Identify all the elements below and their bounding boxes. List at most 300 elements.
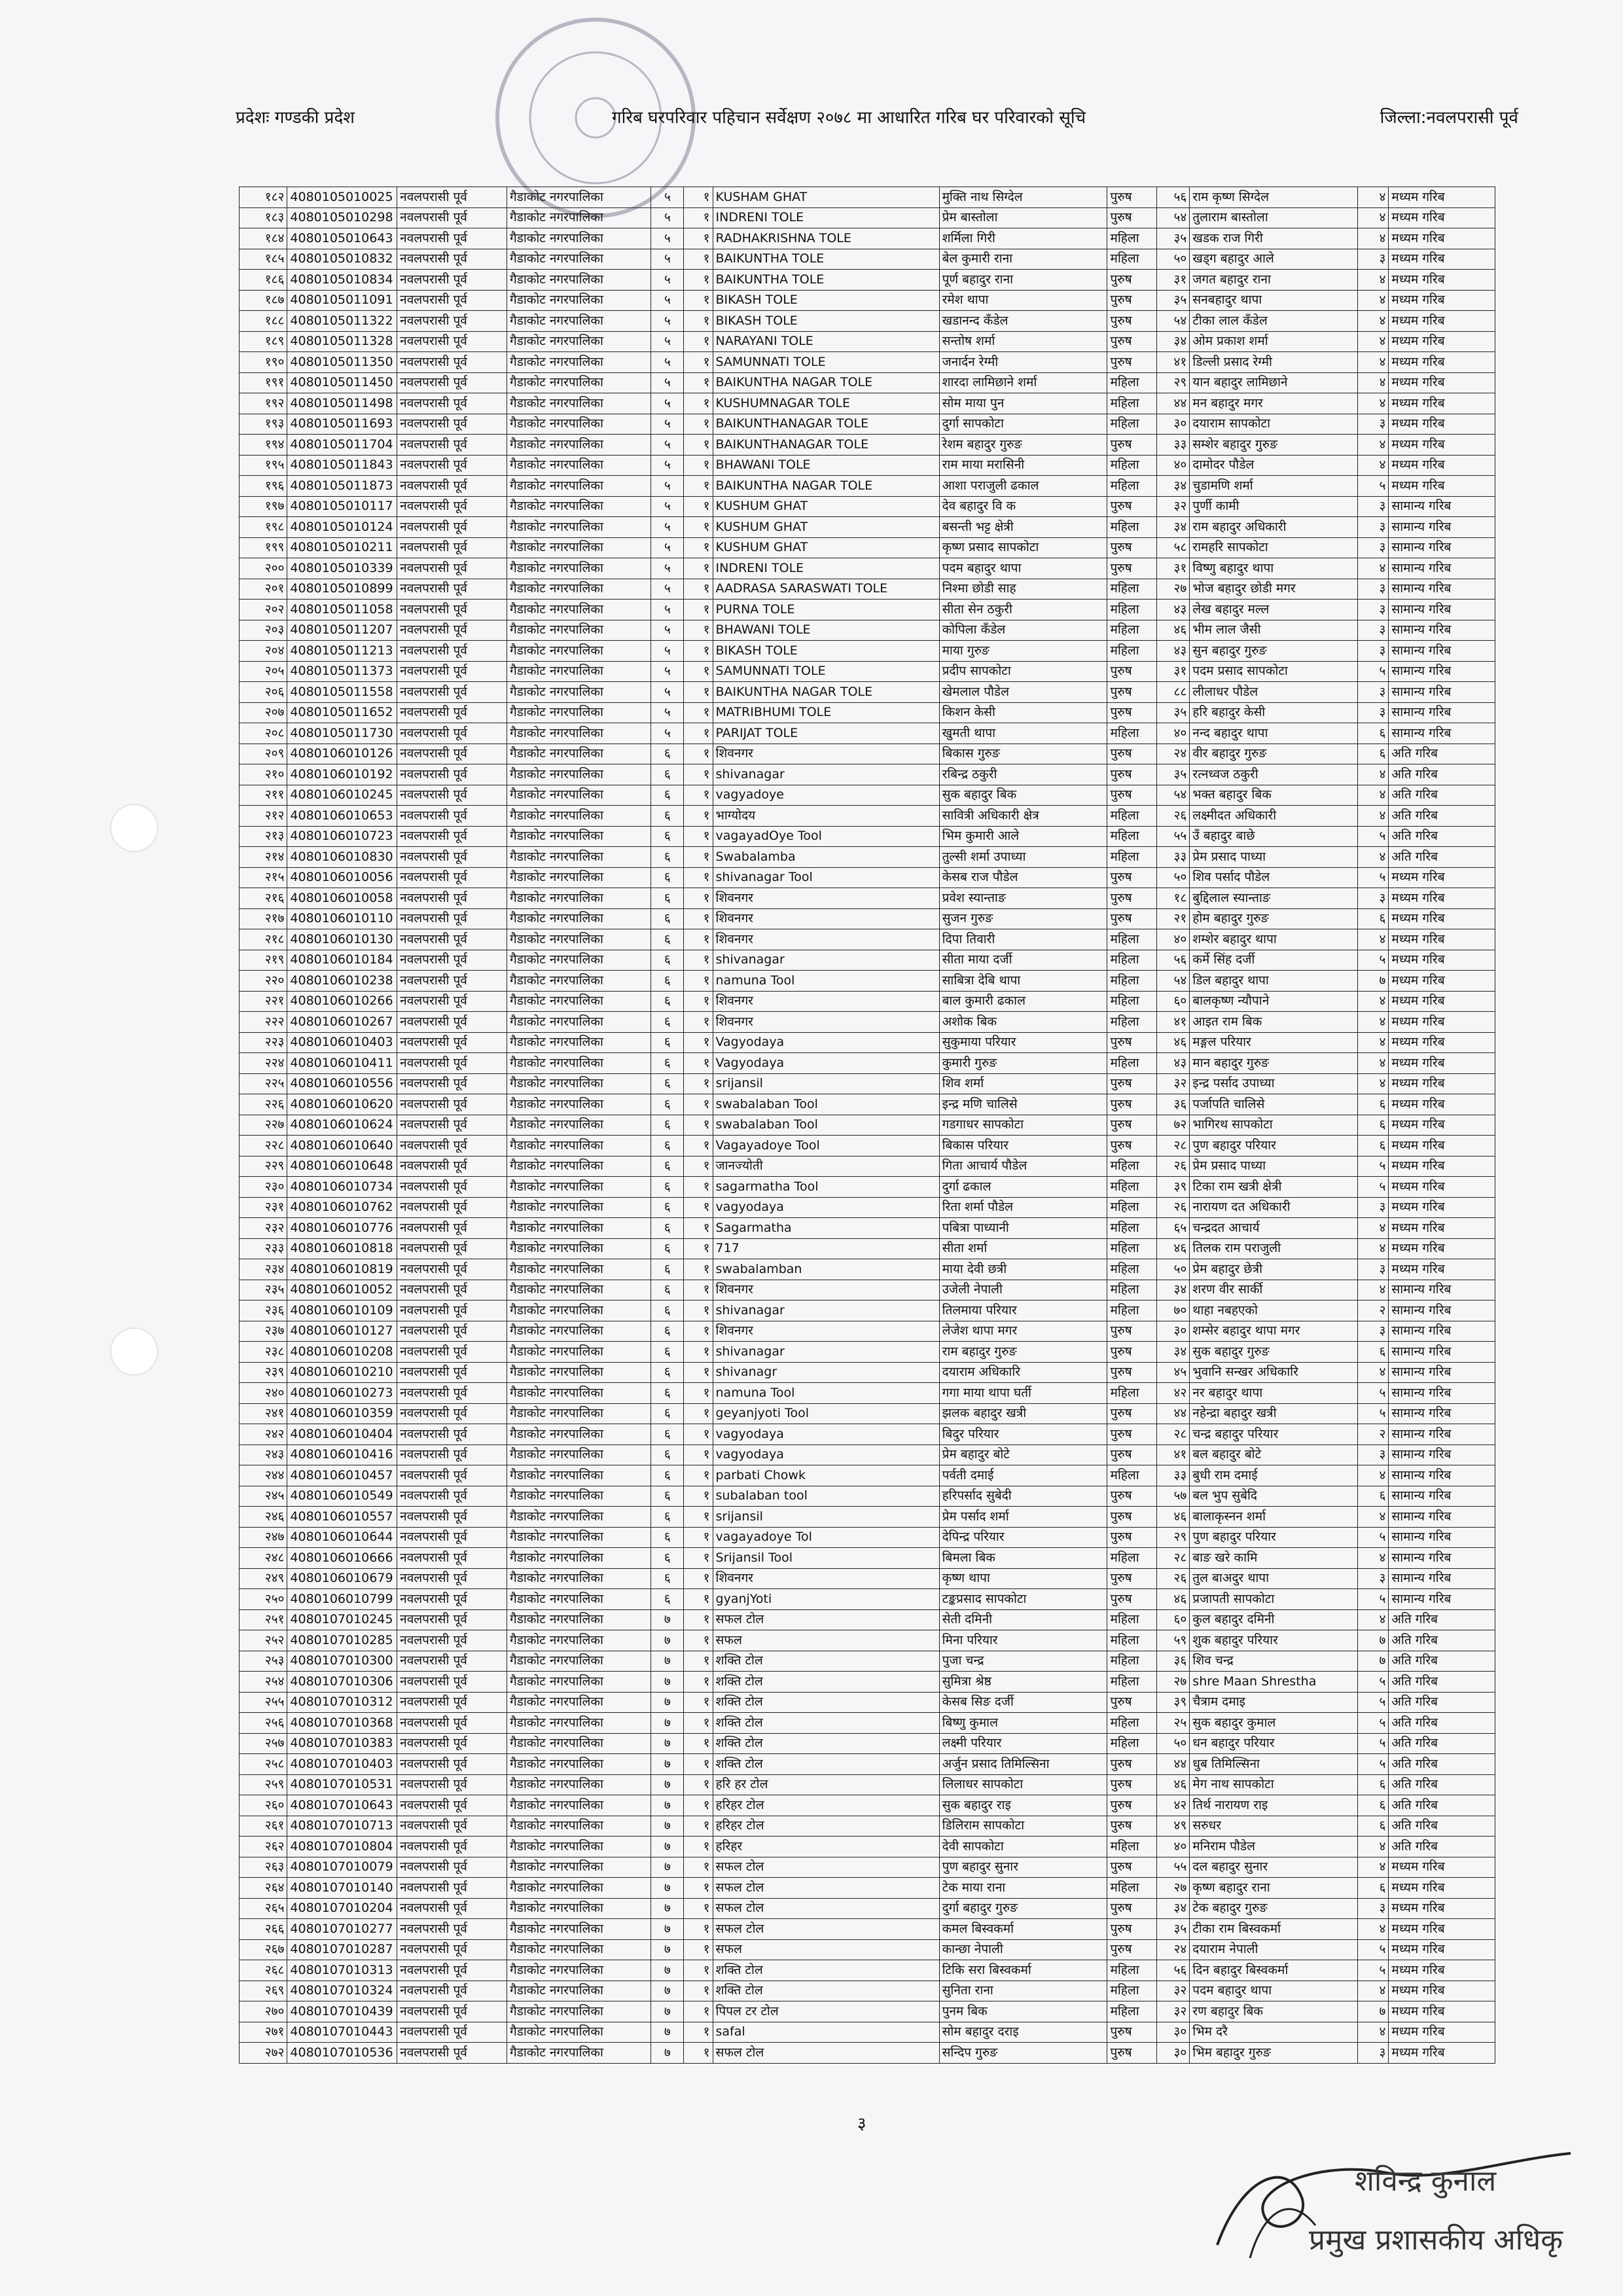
family-count-cell: १: [684, 847, 713, 868]
members-cell: ४: [1358, 352, 1389, 373]
serial-cell: २२८: [240, 1136, 287, 1157]
district-cell: नवलपरासी पूर्व: [397, 372, 507, 393]
household-id-cell: 4080106010666: [287, 1548, 397, 1569]
table-row: [240, 1589, 1495, 1610]
gender-cell: महिला: [1107, 723, 1157, 744]
ward-cell: ६: [651, 1403, 684, 1424]
head-name-cell: बाल कुमारी ढकाल: [939, 991, 1107, 1012]
table-row: [240, 806, 1495, 827]
category-cell: मध्यम गरिब: [1389, 352, 1495, 373]
head-name-cell: लेजेश थापा मगर: [939, 1321, 1107, 1342]
table-row: [240, 929, 1495, 950]
members-cell: ४: [1358, 1507, 1389, 1528]
head-name-cell: सीता शर्मा: [939, 1238, 1107, 1259]
district-cell: नवलपरासी पूर्व: [397, 558, 507, 579]
family-count-cell: १: [684, 764, 713, 785]
ward-cell: ६: [651, 1507, 684, 1528]
gender-cell: महिला: [1107, 249, 1157, 270]
category-cell: मध्यम गरिब: [1389, 414, 1495, 435]
serial-cell: २२५: [240, 1073, 287, 1094]
municipality-cell: गैडाकोट नगरपालिका: [507, 517, 651, 538]
head-name-cell: प्रेम बास्तोला: [939, 207, 1107, 228]
municipality-cell: गैडाकोट नगरपालिका: [507, 228, 651, 249]
gender-cell: महिला: [1107, 1609, 1157, 1630]
tole-cell: SAMUNNATI TOLE: [713, 352, 939, 373]
serial-cell: २०९: [240, 744, 287, 764]
ward-cell: ६: [651, 847, 684, 868]
family-count-cell: १: [684, 826, 713, 847]
ward-cell: ७: [651, 1651, 684, 1672]
gender-cell: पुरुष: [1107, 1136, 1157, 1157]
father-name-cell: कर्मे सिंह दर्जी: [1190, 950, 1358, 971]
age-cell: ३१: [1156, 558, 1189, 579]
category-cell: अति गरिब: [1389, 744, 1495, 764]
category-cell: सामान्य गरिब: [1389, 537, 1495, 558]
ward-cell: ६: [651, 826, 684, 847]
table-row: [240, 1837, 1495, 1857]
age-cell: ३९: [1156, 1692, 1189, 1713]
members-cell: ७: [1358, 1651, 1389, 1672]
father-name-cell: खड्ग बहादुर आले: [1190, 249, 1358, 270]
household-id-cell: 4080106010830: [287, 847, 397, 868]
district-cell: नवलपरासी पूर्व: [397, 1609, 507, 1630]
table-row: [240, 228, 1495, 249]
household-id-cell: 4080106010723: [287, 826, 397, 847]
age-cell: ४१: [1156, 352, 1189, 373]
age-cell: ४१: [1156, 1012, 1189, 1033]
tole-cell: BIKASH TOLE: [713, 641, 939, 662]
age-cell: ६५: [1156, 1218, 1189, 1239]
serial-cell: २१७: [240, 908, 287, 929]
table-row: [240, 537, 1495, 558]
district-cell: नवलपरासी पूर्व: [397, 537, 507, 558]
tole-cell: BAIKUNTHA NAGAR TOLE: [713, 372, 939, 393]
serial-cell: २३३: [240, 1238, 287, 1259]
tole-cell: शिवनगर: [713, 888, 939, 909]
ward-cell: ६: [651, 1465, 684, 1486]
father-name-cell: लीलाधर पौडेल: [1190, 682, 1358, 703]
gender-cell: महिला: [1107, 1733, 1157, 1754]
ward-cell: ६: [651, 1527, 684, 1548]
family-count-cell: १: [684, 1321, 713, 1342]
members-cell: ४: [1358, 1012, 1389, 1033]
family-count-cell: १: [684, 207, 713, 228]
district-cell: नवलपरासी पूर्व: [397, 414, 507, 435]
household-id-cell: 4080107010643: [287, 1795, 397, 1816]
ward-cell: ५: [651, 682, 684, 703]
category-cell: अति गरिब: [1389, 1795, 1495, 1816]
category-cell: मध्यम गरिब: [1389, 393, 1495, 414]
gender-cell: पुरुष: [1107, 1939, 1157, 1960]
gender-cell: पुरुष: [1107, 744, 1157, 764]
serial-cell: २७१: [240, 2022, 287, 2043]
municipality-cell: गैडाकोट नगरपालिका: [507, 744, 651, 764]
family-count-cell: १: [684, 1177, 713, 1198]
serial-cell: १९७: [240, 496, 287, 517]
household-id-cell: 4080107010536: [287, 2043, 397, 2064]
age-cell: ३४: [1156, 476, 1189, 497]
members-cell: ५: [1358, 826, 1389, 847]
ward-cell: ६: [651, 1197, 684, 1218]
table-row: [240, 1156, 1495, 1177]
family-count-cell: १: [684, 929, 713, 950]
ward-cell: ६: [651, 1568, 684, 1589]
municipality-cell: गैडाकोट नगरपालिका: [507, 1321, 651, 1342]
ward-cell: ६: [651, 1362, 684, 1383]
district-cell: नवलपरासी पूर्व: [397, 1568, 507, 1589]
district-cell: नवलपरासी पूर्व: [397, 2022, 507, 2043]
table-row: [240, 1444, 1495, 1465]
members-cell: ४: [1358, 455, 1389, 476]
age-cell: ४४: [1156, 1403, 1189, 1424]
category-cell: मध्यम गरिब: [1389, 1073, 1495, 1094]
gender-cell: पुरुष: [1107, 867, 1157, 888]
ward-cell: ५: [651, 600, 684, 620]
age-cell: ३४: [1156, 1898, 1189, 1919]
household-id-cell: 4080107010312: [287, 1692, 397, 1713]
family-count-cell: १: [684, 806, 713, 827]
tole-cell: BAIKUNTHANAGAR TOLE: [713, 435, 939, 456]
age-cell: ४६: [1156, 1032, 1189, 1053]
members-cell: ४: [1358, 991, 1389, 1012]
tole-cell: भाग्योदय: [713, 806, 939, 827]
ward-cell: ७: [651, 1672, 684, 1693]
household-id-cell: 4080106010126: [287, 744, 397, 764]
municipality-cell: गैडाकोट नगरपालिका: [507, 888, 651, 909]
household-id-cell: 4080105011730: [287, 723, 397, 744]
head-name-cell: उजेली नेपाली: [939, 1280, 1107, 1300]
category-cell: मध्यम गरिब: [1389, 991, 1495, 1012]
age-cell: ३०: [1156, 1321, 1189, 1342]
serial-cell: २१४: [240, 847, 287, 868]
family-count-cell: १: [684, 971, 713, 992]
ward-cell: ७: [651, 1630, 684, 1651]
family-count-cell: १: [684, 1197, 713, 1218]
tole-cell: शिवनगर: [713, 991, 939, 1012]
gender-cell: महिला: [1107, 1878, 1157, 1899]
municipality-cell: गैडाकोट नगरपालिका: [507, 579, 651, 600]
gender-cell: पुरुष: [1107, 311, 1157, 332]
ward-cell: ६: [651, 1073, 684, 1094]
household-id-cell: 4080107010313: [287, 1960, 397, 1981]
municipality-cell: गैडाकोट नगरपालिका: [507, 1672, 651, 1693]
ward-cell: ७: [651, 1837, 684, 1857]
municipality-cell: गैडाकोट नगरपालिका: [507, 1012, 651, 1033]
tole-cell: RADHAKRISHNA TOLE: [713, 228, 939, 249]
gender-cell: पुरुष: [1107, 558, 1157, 579]
family-count-cell: १: [684, 393, 713, 414]
municipality-cell: गैडाकोट नगरपालिका: [507, 971, 651, 992]
age-cell: ३५: [1156, 702, 1189, 723]
tole-cell: पिपल टर टोल: [713, 2001, 939, 2022]
family-count-cell: १: [684, 455, 713, 476]
municipality-cell: गैडाकोट नगरपालिका: [507, 764, 651, 785]
table-row: [240, 1898, 1495, 1919]
category-cell: मध्यम गरिब: [1389, 1115, 1495, 1136]
district-cell: नवलपरासी पूर्व: [397, 1197, 507, 1218]
ward-cell: ६: [651, 1548, 684, 1569]
family-count-cell: १: [684, 641, 713, 662]
ward-cell: ६: [651, 888, 684, 909]
signer-name: शविन्द्र कुनाल: [1355, 2164, 1497, 2198]
household-id-cell: 4080106010734: [287, 1177, 397, 1198]
serial-cell: १९३: [240, 414, 287, 435]
serial-cell: २४९: [240, 1568, 287, 1589]
household-id-cell: 4080106010648: [287, 1156, 397, 1177]
age-cell: ३१: [1156, 270, 1189, 291]
members-cell: ५: [1358, 1713, 1389, 1734]
head-name-cell: पुण बहादुर सुनार: [939, 1857, 1107, 1878]
category-cell: अति गरिब: [1389, 1609, 1495, 1630]
municipality-cell: गैडाकोट नगरपालिका: [507, 476, 651, 497]
district-cell: नवलपरासी पूर्व: [397, 1424, 507, 1445]
serial-cell: २६६: [240, 1919, 287, 1940]
tole-cell: शिवनगर: [713, 1321, 939, 1342]
serial-cell: २१६: [240, 888, 287, 909]
head-name-cell: माया गुरुङ: [939, 641, 1107, 662]
family-count-cell: १: [684, 1837, 713, 1857]
head-name-cell: सावित्री अधिकारी क्षेत्र: [939, 806, 1107, 827]
category-cell: मध्यम गरिब: [1389, 2001, 1495, 2022]
district-cell: नवलपरासी पूर्व: [397, 311, 507, 332]
father-name-cell: नन्द बहादुर थापा: [1190, 723, 1358, 744]
tole-cell: subalaban tool: [713, 1486, 939, 1507]
household-id-cell: 4080105011328: [287, 331, 397, 352]
head-name-cell: किशन केसी: [939, 702, 1107, 723]
table-row: [240, 1960, 1495, 1981]
household-id-cell: 4080105010124: [287, 517, 397, 538]
category-cell: अति गरिब: [1389, 1672, 1495, 1693]
head-name-cell: टिकि सरा बिस्वकर्मा: [939, 1960, 1107, 1981]
table-row: [240, 1754, 1495, 1775]
gender-cell: महिला: [1107, 1548, 1157, 1569]
head-name-cell: कुमारी गुरुङ: [939, 1053, 1107, 1074]
district-cell: नवलपरासी पूर्व: [397, 187, 507, 208]
municipality-cell: गैडाकोट नगरपालिका: [507, 1073, 651, 1094]
household-id-cell: 4080107010277: [287, 1919, 397, 1940]
household-id-cell: 4080107010531: [287, 1774, 397, 1795]
ward-cell: ७: [651, 2001, 684, 2022]
gender-cell: पुरुष: [1107, 1424, 1157, 1445]
household-id-cell: 4080105011213: [287, 641, 397, 662]
gender-cell: महिला: [1107, 1197, 1157, 1218]
tole-cell: shivanagr: [713, 1362, 939, 1383]
father-name-cell: खडक राज गिरी: [1190, 228, 1358, 249]
members-cell: ४: [1358, 1032, 1389, 1053]
table-row: [240, 991, 1495, 1012]
father-name-cell: बाङ खरे कामि: [1190, 1548, 1358, 1569]
father-name-cell: यान बहादुर लामिछाने: [1190, 372, 1358, 393]
district-cell: नवलपरासी पूर्व: [397, 1981, 507, 2001]
district-cell: नवलपरासी पूर्व: [397, 641, 507, 662]
family-count-cell: १: [684, 1342, 713, 1363]
head-name-cell: गडगाधर सापकोटा: [939, 1115, 1107, 1136]
serial-cell: २४६: [240, 1507, 287, 1528]
gender-cell: पुरुष: [1107, 2043, 1157, 2064]
household-id-cell: 4080107010443: [287, 2022, 397, 2043]
members-cell: ७: [1358, 1630, 1389, 1651]
table-row: [240, 1094, 1495, 1115]
gender-cell: पुरुष: [1107, 764, 1157, 785]
family-count-cell: १: [684, 1012, 713, 1033]
table-row: [240, 1713, 1495, 1734]
household-id-cell: 4080105010298: [287, 207, 397, 228]
household-id-cell: 4080106010411: [287, 1053, 397, 1074]
household-id-cell: 4080105011704: [287, 435, 397, 456]
district-cell: नवलपरासी पूर्व: [397, 1156, 507, 1177]
family-count-cell: १: [684, 888, 713, 909]
ward-cell: ५: [651, 372, 684, 393]
municipality-cell: गैडाकोट नगरपालिका: [507, 1259, 651, 1280]
gender-cell: पुरुष: [1107, 187, 1157, 208]
table-row: [240, 311, 1495, 332]
head-name-cell: खडानन्द कँडेल: [939, 311, 1107, 332]
district-cell: नवलपरासी पूर्व: [397, 207, 507, 228]
municipality-cell: गैडाकोट नगरपालिका: [507, 1238, 651, 1259]
gender-cell: पुरुष: [1107, 1857, 1157, 1878]
gender-cell: महिला: [1107, 600, 1157, 620]
municipality-cell: गैडाकोट नगरपालिका: [507, 558, 651, 579]
father-name-cell: पुर्णी कामी: [1190, 496, 1358, 517]
municipality-cell: गैडाकोट नगरपालिका: [507, 1403, 651, 1424]
head-name-cell: जनार्दन रेग्मी: [939, 352, 1107, 373]
serial-cell: २६५: [240, 1898, 287, 1919]
head-name-cell: पूर्ण बहादुर राना: [939, 270, 1107, 291]
ward-cell: ५: [651, 702, 684, 723]
gender-cell: पुरुष: [1107, 1919, 1157, 1940]
ward-cell: ५: [651, 517, 684, 538]
household-id-cell: 4080106010644: [287, 1527, 397, 1548]
gender-cell: महिला: [1107, 455, 1157, 476]
family-count-cell: १: [684, 1713, 713, 1734]
members-cell: ३: [1358, 1321, 1389, 1342]
serial-cell: १८९: [240, 331, 287, 352]
category-cell: मध्यम गरिब: [1389, 187, 1495, 208]
district-cell: नवलपरासी पूर्व: [397, 1774, 507, 1795]
tole-cell: vagyodaya: [713, 1444, 939, 1465]
municipality-cell: गैडाकोट नगरपालिका: [507, 2022, 651, 2043]
tole-cell: शक्ति टोल: [713, 1713, 939, 1734]
table-row: [240, 1507, 1495, 1528]
family-count-cell: १: [684, 496, 713, 517]
table-row: [240, 579, 1495, 600]
gender-cell: पुरुष: [1107, 1342, 1157, 1363]
serial-cell: १९२: [240, 393, 287, 414]
members-cell: ४: [1358, 1218, 1389, 1239]
members-cell: ६: [1358, 1094, 1389, 1115]
father-name-cell: आइत राम बिक: [1190, 1012, 1358, 1033]
municipality-cell: गैडाकोट नगरपालिका: [507, 1444, 651, 1465]
head-name-cell: साबित्रा देबि थापा: [939, 971, 1107, 992]
table-row: [240, 1197, 1495, 1218]
head-name-cell: झलक बहादुर खत्री: [939, 1403, 1107, 1424]
district-cell: नवलपरासी पूर्व: [397, 806, 507, 827]
father-name-cell: पदम बहादुर थापा: [1190, 1981, 1358, 2001]
family-count-cell: १: [684, 1548, 713, 1569]
ward-cell: ७: [651, 1878, 684, 1899]
age-cell: २८: [1156, 1424, 1189, 1445]
age-cell: ३४: [1156, 517, 1189, 538]
age-cell: ४९: [1156, 1816, 1189, 1837]
ward-cell: ५: [651, 641, 684, 662]
family-count-cell: १: [684, 1651, 713, 1672]
members-cell: ५: [1358, 1754, 1389, 1775]
family-count-cell: १: [684, 1919, 713, 1940]
father-name-cell: टीका लाल कँडेल: [1190, 311, 1358, 332]
tole-cell: swabalaban Tool: [713, 1115, 939, 1136]
age-cell: ३१: [1156, 661, 1189, 682]
serial-cell: २१०: [240, 764, 287, 785]
municipality-cell: गैडाकोट नगरपालिका: [507, 600, 651, 620]
age-cell: ३३: [1156, 435, 1189, 456]
municipality-cell: गैडाकोट नगरपालिका: [507, 2001, 651, 2022]
household-id-cell: 4080105011843: [287, 455, 397, 476]
category-cell: सामान्य गरिब: [1389, 1548, 1495, 1569]
category-cell: सामान्य गरिब: [1389, 1300, 1495, 1321]
serial-cell: १८५: [240, 249, 287, 270]
district-cell: नवलपरासी पूर्व: [397, 1465, 507, 1486]
household-id-cell: 4080107010285: [287, 1630, 397, 1651]
head-name-cell: देवी सापकोटा: [939, 1837, 1107, 1857]
age-cell: ५०: [1156, 1733, 1189, 1754]
serial-cell: १८८: [240, 311, 287, 332]
table-row: [240, 1774, 1495, 1795]
serial-cell: २६९: [240, 1981, 287, 2001]
family-count-cell: १: [684, 372, 713, 393]
district-cell: नवलपरासी पूर्व: [397, 476, 507, 497]
gender-cell: पुरुष: [1107, 207, 1157, 228]
municipality-cell: गैडाकोट नगरपालिका: [507, 1548, 651, 1569]
category-cell: मध्यम गरिब: [1389, 1857, 1495, 1878]
father-name-cell: दामोदर पौडेल: [1190, 455, 1358, 476]
father-name-cell: भिम बहादुर गुरुङ: [1190, 2043, 1358, 2064]
age-cell: ३०: [1156, 2043, 1189, 2064]
age-cell: ५४: [1156, 971, 1189, 992]
serial-cell: २५०: [240, 1589, 287, 1610]
members-cell: ४: [1358, 1053, 1389, 1074]
serial-cell: २०३: [240, 620, 287, 641]
members-cell: ५: [1358, 1156, 1389, 1177]
gender-cell: महिला: [1107, 991, 1157, 1012]
family-count-cell: १: [684, 1073, 713, 1094]
gender-cell: पुरुष: [1107, 1527, 1157, 1548]
head-name-cell: राम बहादुर गुरुङ: [939, 1342, 1107, 1363]
household-id-cell: 4080106010557: [287, 1507, 397, 1528]
municipality-cell: गैडाकोट नगरपालिका: [507, 435, 651, 456]
household-id-cell: 4080105010643: [287, 228, 397, 249]
gender-cell: पुरुष: [1107, 1774, 1157, 1795]
father-name-cell: विष्णु बहादुर थापा: [1190, 558, 1358, 579]
age-cell: २८: [1156, 1548, 1189, 1569]
household-id-cell: 4080106010416: [287, 1444, 397, 1465]
table-row: [240, 1321, 1495, 1342]
head-name-cell: देव बहादुर वि क: [939, 496, 1107, 517]
age-cell: २७: [1156, 1672, 1189, 1693]
ward-cell: ६: [651, 971, 684, 992]
district-cell: नवलपरासी पूर्व: [397, 352, 507, 373]
ward-cell: ६: [651, 991, 684, 1012]
family-count-cell: १: [684, 1218, 713, 1239]
members-cell: २: [1358, 1300, 1389, 1321]
ward-cell: ५: [651, 352, 684, 373]
father-name-cell: शुक बहादुर परियार: [1190, 1630, 1358, 1651]
table-row: [240, 1857, 1495, 1878]
tole-cell: शिवनगर: [713, 1568, 939, 1589]
household-id-cell: 4080106010052: [287, 1280, 397, 1300]
table-body: [240, 187, 1495, 2064]
gender-cell: महिला: [1107, 517, 1157, 538]
gender-cell: महिला: [1107, 620, 1157, 641]
